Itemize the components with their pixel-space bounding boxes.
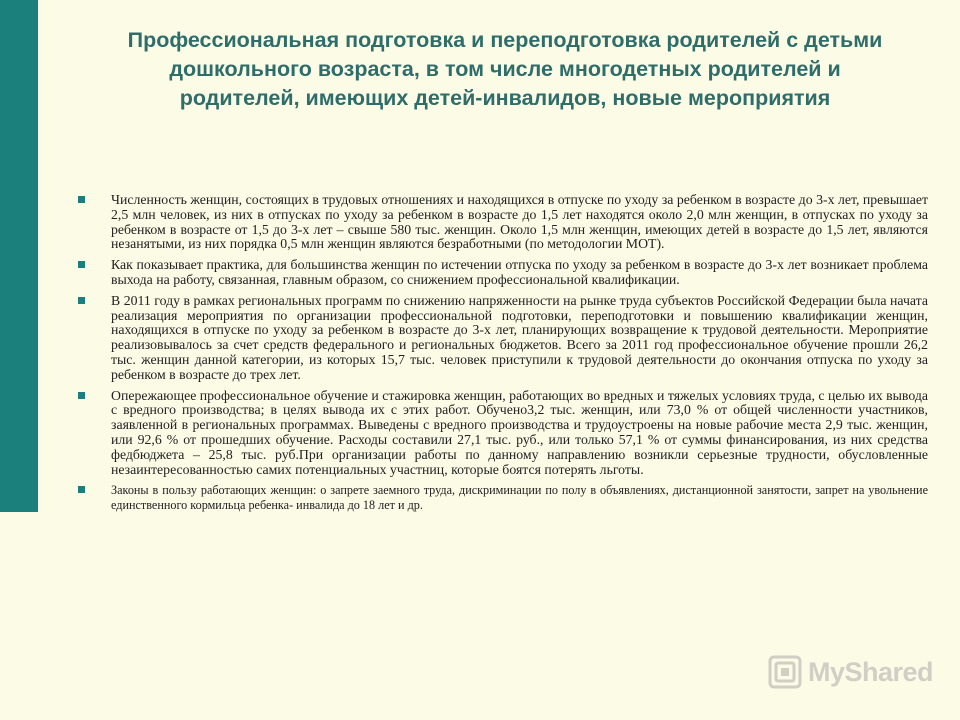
slide-title: Профессиональная подготовка и переподготовка родителей с детьми дошкольного возраста, в том числе многодетных родителей и родителей, имеющих детей-инвалидов, новые мероприятия [127, 28, 883, 110]
myshared-watermark [768, 655, 933, 689]
bullet-text: Численность женщин, состоящих в трудовых отношениях и находящихся в отпуске по уходу за ребенком в возрасте до 3-х лет, превышает 2,5 млн человек, из них в отпусках по уходу за ребенком в возрасте до 1,5 лет находятся около 2,0 млн женщин, в отпусках по уходу за ребенком в возрасте от 1,5 до 3-х лет – свыше 580 тыс. женщин. Около 1,5 млн женщин, имеющих детей в возрасте до 1,5 лет, являются незанятыми, из них порядка 0,5 млн женщин являются безработными (по методологии МОТ). [111, 192, 928, 252]
square-bullet-icon [78, 297, 85, 304]
bullet-item [78, 483, 928, 513]
bullet-text: Опережающее профессиональное обучение и стажировка женщин, работающих во вредных и тяжелых условиях труда, с целью их вывода с вредного производства; в целях вывода их с этих работ. Обучено3,2 тыс. женщин, или 73,0 % от общей численности участников, заявленной в региональных программах. Выведены с вредного производства и трудоустроены на новые рабочие места 2,9 тыс. женщин, или 92,6 % от прошедших обучение. Расходы составили 27,1 тыс. руб., или только 57,1 % от суммы финансирования, из них средства федбюджета – 25,8 тыс. руб.При организации работы по данному направлению возникли серьезные трудности, обусловленные незаинтересованностью самих потенциальных участниц, которые боятся потерять льготы. [111, 387, 928, 477]
bullet-list [78, 193, 928, 519]
square-bullet-icon [78, 196, 85, 203]
square-bullet-icon [78, 486, 85, 493]
bullet-item [78, 193, 928, 252]
square-bullet-icon [78, 392, 85, 399]
bullet-text: Как показывает практика, для большинства женщин по истечении отпуска по уходу за ребенком в возрасте до 3-х лет возникает проблема выхода на работу, связанная, главным образом, со снижением профессиональной квалификации. [111, 257, 928, 287]
myshared-logo-icon [768, 655, 802, 689]
bullet-item [78, 258, 928, 288]
watermark-text: MyShared [808, 656, 934, 687]
side-accent-bar [0, 0, 38, 512]
bullet-text: В 2011 году в рамках региональных программ по снижению напряженности на рынке труда субъектов Российской Федерации была начата реализация мероприятия по организации профессиональной подготовки, переподготовки и повышению квалификации женщин, находящихся в отпуске по уходу за ребенком в возрасте до 3-х лет, планирующих возвращение к трудовой деятельности. Мероприятие реализовывалось за счет средств федерального и региональных бюджетов. Всего за 2011 год профессиональное обучение прошли 26,2 тыс. женщин данной категории, из которых 15,7 тыс. человек приступили к трудовой деятельности до окончания отпуска по уходу за ребенком в возрасте до трех лет. [111, 292, 928, 382]
square-bullet-icon [78, 261, 85, 268]
bullet-item [78, 294, 928, 383]
bullet-text: Законы в пользу работающих женщин: о запрете заемного труда, дискриминации по полу в объявлениях, дистанционной занятости, запрет на увольнение единственного кормильца ребенка- инвалида до 18 лет и др. [111, 483, 928, 513]
bullet-item [78, 389, 928, 478]
